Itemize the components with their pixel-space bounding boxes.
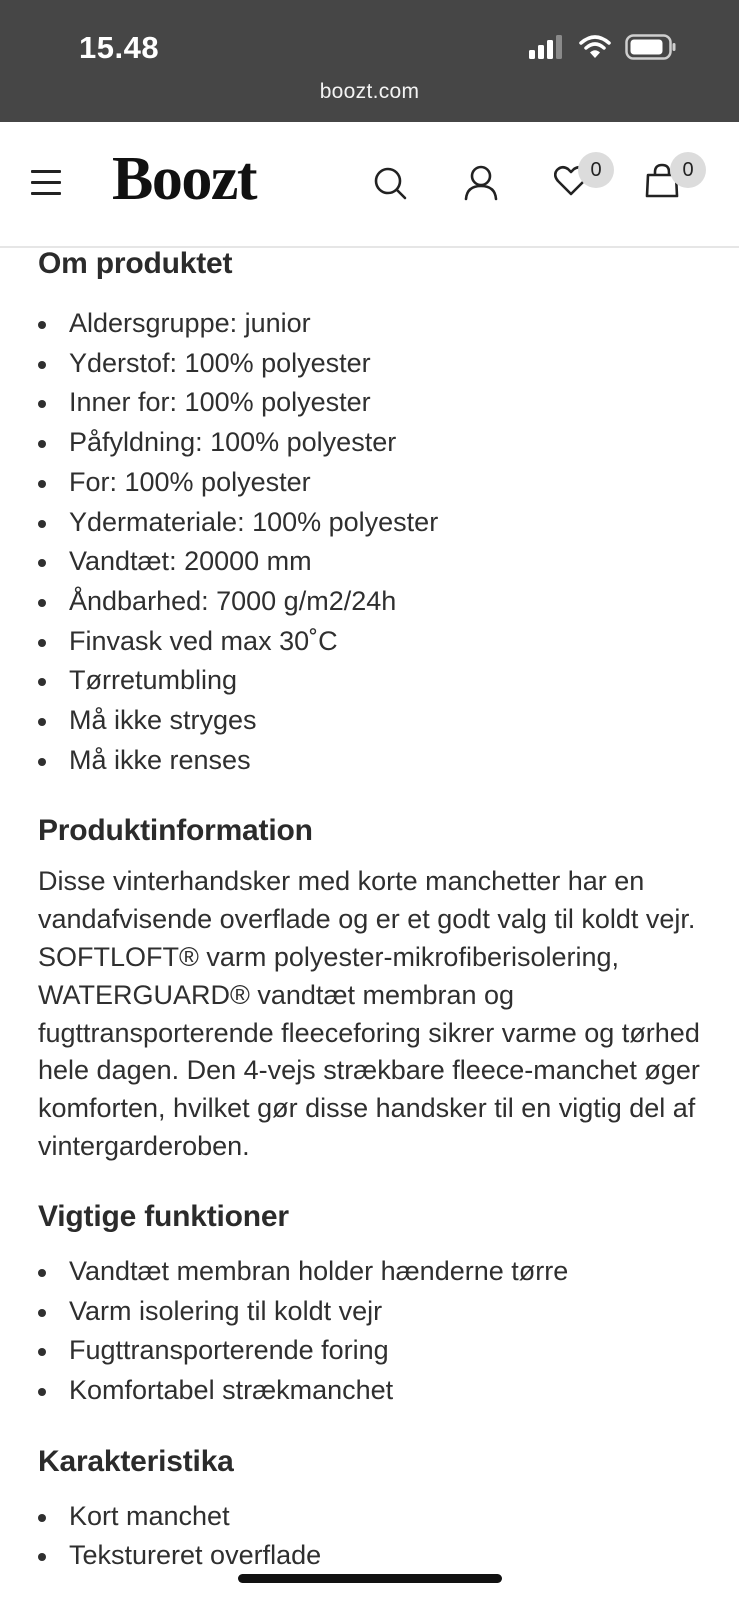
boozt-logo[interactable]: Boozt <box>112 145 257 213</box>
site-header <box>0 122 739 248</box>
list-item: Tørretumbling <box>38 661 708 701</box>
product-info-text: Disse vinterhandsker med korte manchetter har en vandafvisende overflade og er et godt valg til koldt vejr. SOFTLOFT® varm polyester-mikrofiberisolering, WATERGUARD® vandtæt membran og fugttransporterende fleeceforing sikrer varme og tørhed hele dagen. Den 4-vejs strækbare fleece-manchet øger komforten, hvilket gør disse handsker til en vigtig del af vintergarderoben. <box>38 866 700 1162</box>
list-item: Kort manchet <box>38 1497 708 1537</box>
user-icon[interactable] <box>459 158 503 208</box>
list-item: Ydermateriale: 100% polyester <box>38 503 708 543</box>
list-item: Varm isolering til koldt vejr <box>38 1292 708 1332</box>
list-item: Yderstof: 100% polyester <box>38 344 708 384</box>
about-list <box>38 304 708 780</box>
list-item: Vandtæt: 20000 mm <box>38 542 708 582</box>
search-icon[interactable] <box>368 158 412 208</box>
status-time: 15.48 <box>79 30 160 65</box>
list-item: Inner for: 100% polyester <box>38 383 708 423</box>
product-info-title: Produktinformation <box>38 814 313 848</box>
list-item: Fugttransporterende foring <box>38 1331 708 1371</box>
cart-count-badge: 0 <box>670 152 706 188</box>
list-item: For: 100% polyester <box>38 463 708 503</box>
list-item: Må ikke stryges <box>38 701 708 741</box>
url-bar[interactable]: boozt.com <box>319 80 420 103</box>
battery-icon <box>625 34 677 65</box>
status-bar <box>0 0 739 122</box>
list-item: Finvask ved max 30˚C <box>38 622 708 662</box>
list-item: Vandtæt membran holder hænderne tørre <box>38 1252 708 1292</box>
features-title: Vigtige funktioner <box>38 1199 289 1233</box>
wishlist-count-badge: 0 <box>578 152 614 188</box>
list-item: Aldersgruppe: junior <box>38 304 708 344</box>
list-item: Komfortabel strækmanchet <box>38 1371 708 1411</box>
signal-icon <box>529 35 565 64</box>
home-indicator[interactable] <box>238 1574 502 1583</box>
product-details <box>38 248 708 1576</box>
status-icons <box>529 34 677 65</box>
list-item: Åndbarhed: 7000 g/m2/24h <box>38 582 708 622</box>
list-item: Tekstureret overflade <box>38 1536 708 1576</box>
wifi-icon <box>579 35 611 64</box>
menu-icon[interactable] <box>31 170 61 194</box>
characteristics-title: Karakteristika <box>38 1444 234 1478</box>
list-item: Påfyldning: 100% polyester <box>38 423 708 463</box>
features-list <box>38 1252 708 1411</box>
list-item: Må ikke renses <box>38 741 708 781</box>
characteristics-list <box>38 1497 708 1576</box>
about-title: Om produktet <box>38 247 233 280</box>
